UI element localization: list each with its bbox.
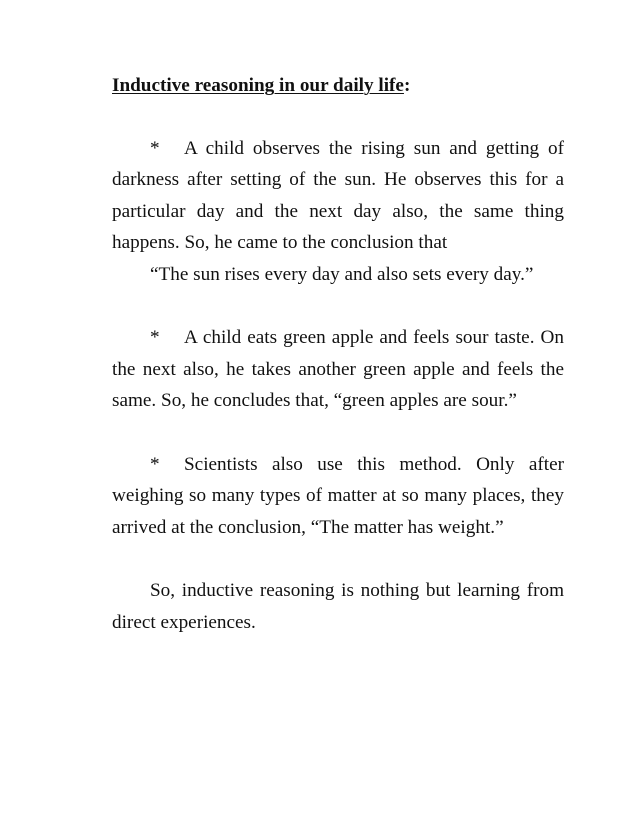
example-text: Scientists also use this method. Only after weighing so many types of matter at so many places, they arrived at the conclusion, “The matter has weight.” bbox=[112, 453, 564, 538]
section-heading-text: Inductive reasoning in our daily life bbox=[112, 75, 404, 96]
document-page bbox=[112, 70, 564, 638]
example-quote: “The sun rises every day and also sets every day.” bbox=[150, 263, 534, 285]
bullet-marker: * bbox=[150, 137, 160, 159]
example-paragraph-apple bbox=[112, 322, 564, 417]
section-heading-colon: : bbox=[403, 75, 411, 96]
example-text: A child eats green apple and feels sour taste. On the next also, he takes another green apple and feels the same. So, he concludes that, “green apples are sour.” bbox=[112, 327, 564, 411]
example-text: A child observes the rising sun and getting of darkness after setting of the sun. He observes this for a particular day and the next day also, the same thing happens. So, he came to the conclusion that bbox=[112, 137, 564, 253]
conclusion-paragraph: So, inductive reasoning is nothing but learning from direct experiences. bbox=[112, 580, 564, 633]
example-paragraph-scientists bbox=[112, 449, 564, 544]
bullet-marker: * bbox=[150, 453, 160, 475]
section-heading bbox=[112, 70, 564, 102]
bullet-marker: * bbox=[150, 327, 160, 348]
example-paragraph-sun bbox=[112, 133, 564, 259]
